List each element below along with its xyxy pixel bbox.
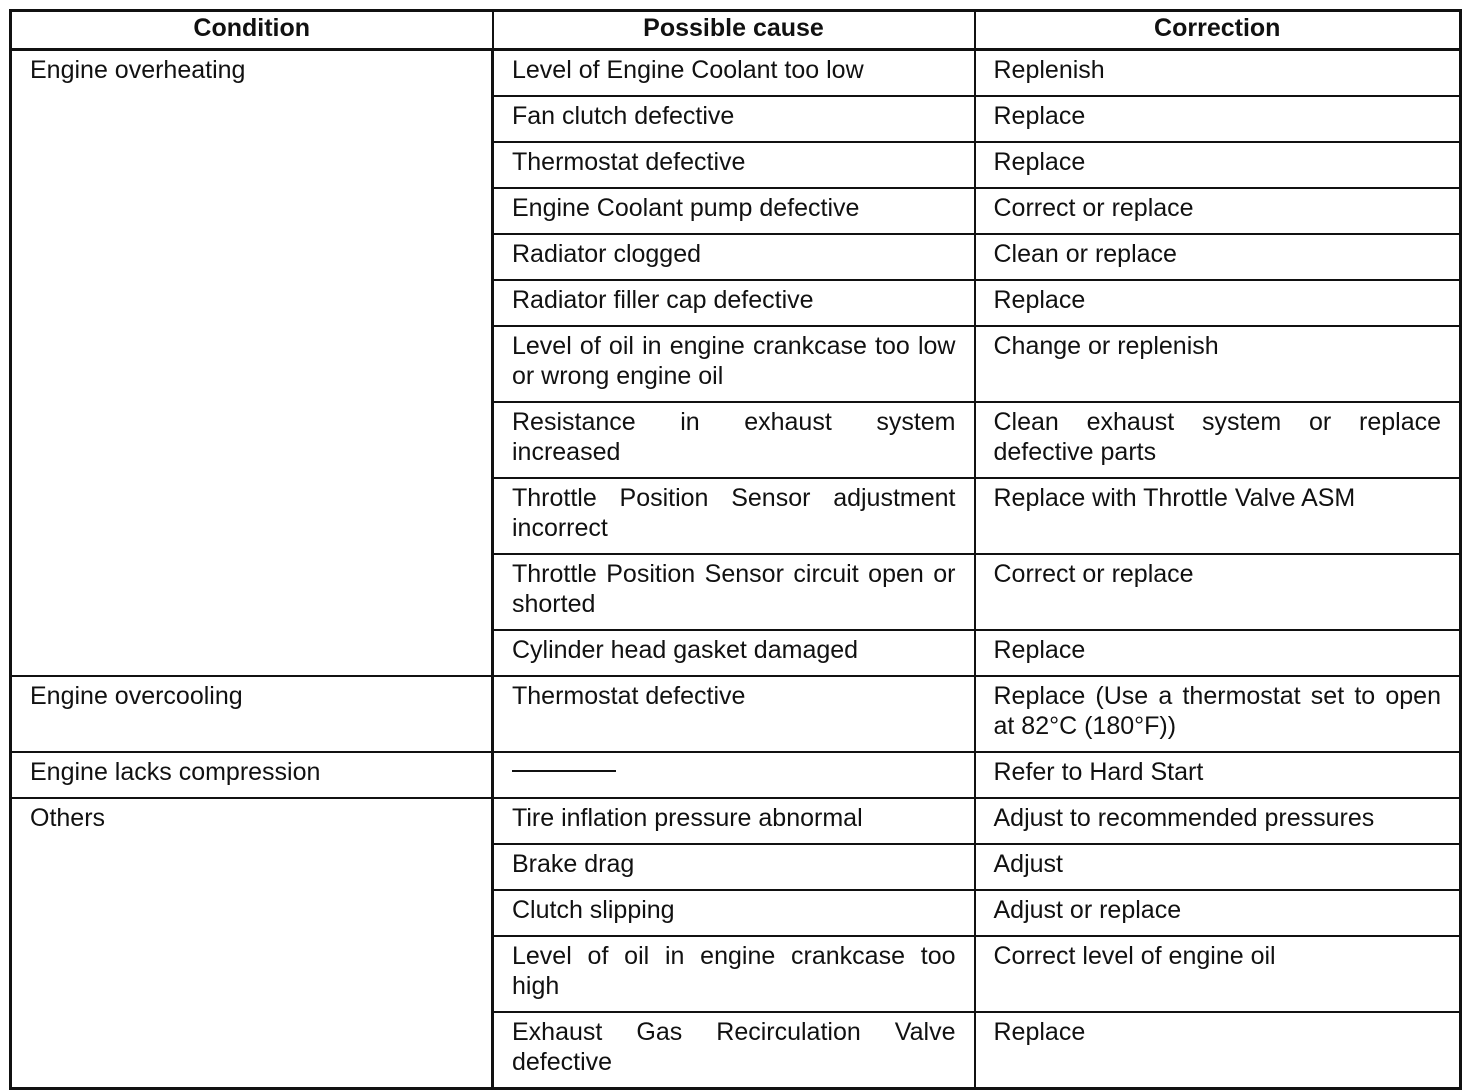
correction-cell: Replace [975,1012,1461,1089]
table-row [11,798,1461,844]
cause-cell: Clutch slipping [493,890,975,936]
cause-cell: Level of oil in engine crankcase too high [493,936,975,1012]
cause-cell: Cylinder head gasket damaged [493,630,975,676]
cause-cell: Resistance in exhaust system increased [493,402,975,478]
cause-cell-empty [493,752,975,798]
correction-cell: Adjust [975,844,1461,890]
condition-cell: Engine overcooling [11,676,493,752]
correction-cell: Replenish [975,50,1461,97]
cause-cell: Tire inflation pressure abnormal [493,798,975,844]
correction-cell: Replace [975,280,1461,326]
correction-cell: Change or replenish [975,326,1461,402]
diagnosis-table [9,9,1462,1090]
correction-cell: Replace (Use a thermostat set to open at 82°C (180°F)) [975,676,1461,752]
cause-cell: Brake drag [493,844,975,890]
correction-cell: Replace [975,96,1461,142]
correction-cell: Adjust to recommended pressures [975,798,1461,844]
cause-cell: Throttle Position Sensor circuit open or shorted [493,554,975,630]
correction-cell: Refer to Hard Start [975,752,1461,798]
correction-cell: Replace with Throttle Valve ASM [975,478,1461,554]
cause-cell: Radiator clogged [493,234,975,280]
table-row [11,676,1461,752]
condition-cell: Engine lacks compression [11,752,493,798]
cause-cell: Fan clutch defective [493,96,975,142]
table-row [11,752,1461,798]
correction-cell: Correct level of engine oil [975,936,1461,1012]
cause-cell: Thermostat defective [493,142,975,188]
cause-cell: Engine Coolant pump defective [493,188,975,234]
cause-cell: Level of Engine Coolant too low [493,50,975,97]
correction-cell: Adjust or replace [975,890,1461,936]
cause-cell: Thermostat defective [493,676,975,752]
table-row [11,50,1461,97]
correction-cell: Clean or replace [975,234,1461,280]
header-correction: Correction [975,11,1461,50]
correction-cell: Clean exhaust system or replace defective parts [975,402,1461,478]
correction-cell: Correct or replace [975,554,1461,630]
header-row [11,11,1461,50]
condition-cell: Others [11,798,493,1089]
correction-cell: Correct or replace [975,188,1461,234]
cause-cell: Throttle Position Sensor adjustment incorrect [493,478,975,554]
cause-cell: Exhaust Gas Recirculation Valve defective [493,1012,975,1089]
dash-line [512,770,616,772]
cause-cell: Radiator filler cap defective [493,280,975,326]
header-possible-cause: Possible cause [493,11,975,50]
correction-cell: Replace [975,142,1461,188]
cause-cell: Level of oil in engine crankcase too low or wrong engine oil [493,326,975,402]
header-condition: Condition [11,11,493,50]
correction-cell: Replace [975,630,1461,676]
condition-cell: Engine overheating [11,50,493,677]
